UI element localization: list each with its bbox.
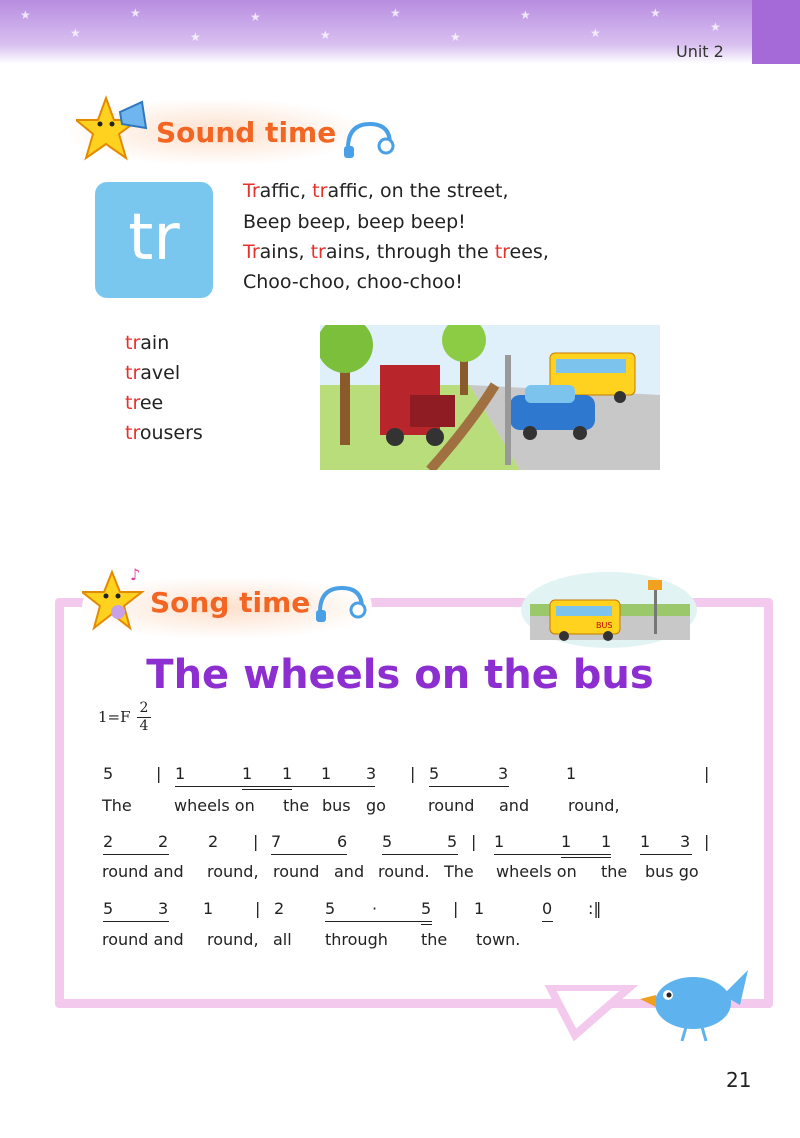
word-train: train [125, 332, 170, 354]
song-time-title: Song time [150, 586, 311, 619]
page-number: 21 [726, 1068, 752, 1092]
sound-time-title: Sound time [156, 116, 337, 149]
word-tree: tree [125, 392, 164, 414]
headphones-icon [340, 118, 396, 164]
chant-line-4: Choo-choo, choo-choo! [243, 271, 463, 293]
header-accent [752, 0, 800, 64]
word-trousers: trousers [125, 422, 203, 444]
chant-line-2: Beep beep, beep beep! [243, 211, 466, 233]
bird-icon [638, 965, 758, 1045]
frame-tail [540, 985, 650, 1045]
song-title: The wheels on the bus [146, 652, 654, 698]
chant-line-3: Trains, trains, through the trees, [243, 241, 549, 263]
unit-label: Unit 2 [676, 42, 724, 61]
star-megaphone-icon [76, 94, 156, 164]
time-signature: $\frac{2}{4}$ [137, 700, 151, 735]
bus-stop-illustration [520, 570, 698, 650]
chant-line-1: Traffic, traffic, on the street, [243, 180, 509, 202]
svg-text:♪: ♪ [130, 565, 141, 584]
word-travel: travel [125, 362, 181, 384]
headphones-icon-2 [312, 582, 368, 628]
header-band [0, 0, 760, 64]
key-signature: 1=F [98, 708, 131, 726]
svg-text:BUS: BUS [596, 621, 613, 630]
phonics-letter-box: tr [95, 182, 213, 298]
star-microphone-icon [82, 562, 154, 634]
street-illustration [320, 325, 660, 470]
